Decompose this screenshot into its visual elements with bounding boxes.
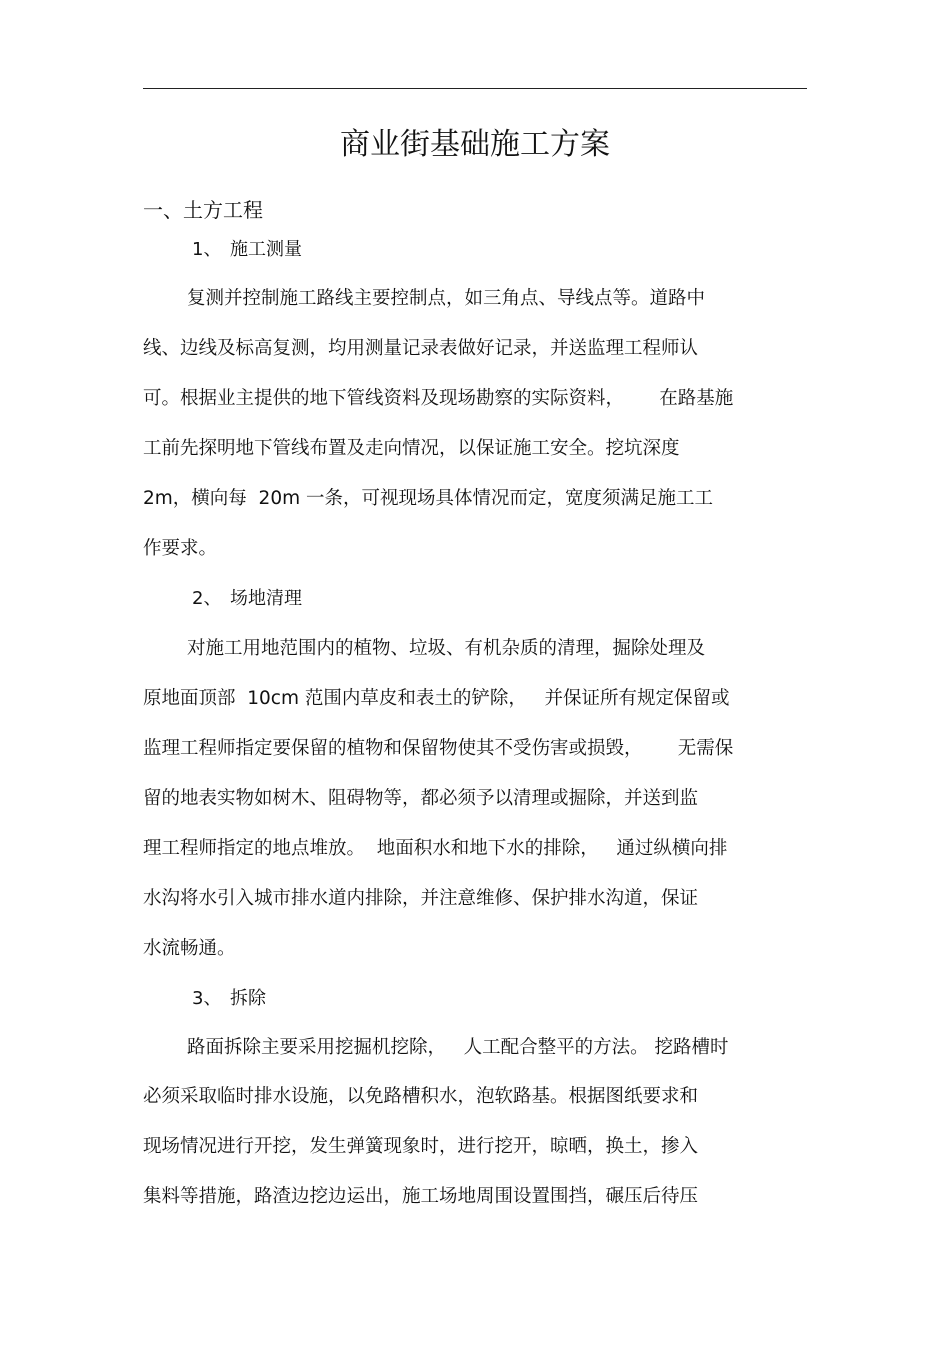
paragraph-line: 现场情况进行开挖，发生弹簧现象时，进行挖开，晾晒，换土，掺入: [143, 1136, 699, 1157]
document-title: 商业街基础施工方案: [340, 127, 610, 162]
paragraph-line: 线、边线及标高复测，均用测量记录表做好记录，并送监理工程师认: [143, 338, 699, 359]
paragraph-line: 2m，横向每 20m 一条，可视现场具体情况而定，宽度须满足施工工: [143, 488, 713, 509]
subsection-number: 2、: [192, 588, 222, 609]
paragraph-line: 复测并控制施工路线主要控制点，如三角点、导线点等。道路中: [187, 288, 706, 309]
subsection-label: 场地清理: [230, 588, 302, 609]
section-heading: 一、土方工程: [143, 198, 263, 222]
paragraph-line: 水沟将水引入城市排水道内排除，并注意维修、保护排水沟道，保证: [143, 888, 699, 909]
paragraph-line: 路面拆除主要采用挖掘机挖除， 人工配合整平的方法。 挖路槽时: [187, 1037, 729, 1058]
paragraph-line: 工前先探明地下管线布置及走向情况，以保证施工安全。挖坑深度: [143, 438, 680, 459]
subsection-number: 1、: [192, 239, 222, 260]
paragraph-line: 必须采取临时排水设施，以免路槽积水，泡软路基。根据图纸要求和: [143, 1086, 699, 1107]
paragraph-line: 水流畅通。: [143, 938, 236, 959]
header-rule: [143, 88, 807, 89]
subsection-heading-1: [192, 234, 302, 266]
paragraph-line: 监理工程师指定要保留的植物和保留物使其不受伤害或损毁， 无需保: [143, 738, 734, 759]
subsection-heading-3: [192, 983, 266, 1015]
paragraph-line: 原地面顶部 10cm 范围内草皮和表土的铲除， 并保证所有规定保留或: [143, 688, 730, 709]
subsection-label: 施工测量: [230, 239, 302, 260]
subsection-heading-2: [192, 583, 302, 615]
paragraph-line: 可。根据业主提供的地下管线资料及现场勘察的实际资料， 在路基施: [143, 388, 734, 409]
subsection-label: 拆除: [230, 988, 266, 1009]
subsection-number: 3、: [192, 988, 222, 1009]
paragraph-line: 理工程师指定的地点堆放。 地面积水和地下水的排除， 通过纵横向排: [143, 838, 728, 859]
paragraph-line: 留的地表实物如树木、阻碍物等，都必须予以清理或掘除，并送到监: [143, 788, 699, 809]
paragraph-line: 集料等措施，路渣边挖边运出，施工场地周围设置围挡，碾压后待压: [143, 1186, 699, 1207]
paragraph-line: 对施工用地范围内的植物、垃圾、有机杂质的清理，掘除处理及: [187, 638, 706, 659]
paragraph-line: 作要求。: [143, 538, 218, 559]
